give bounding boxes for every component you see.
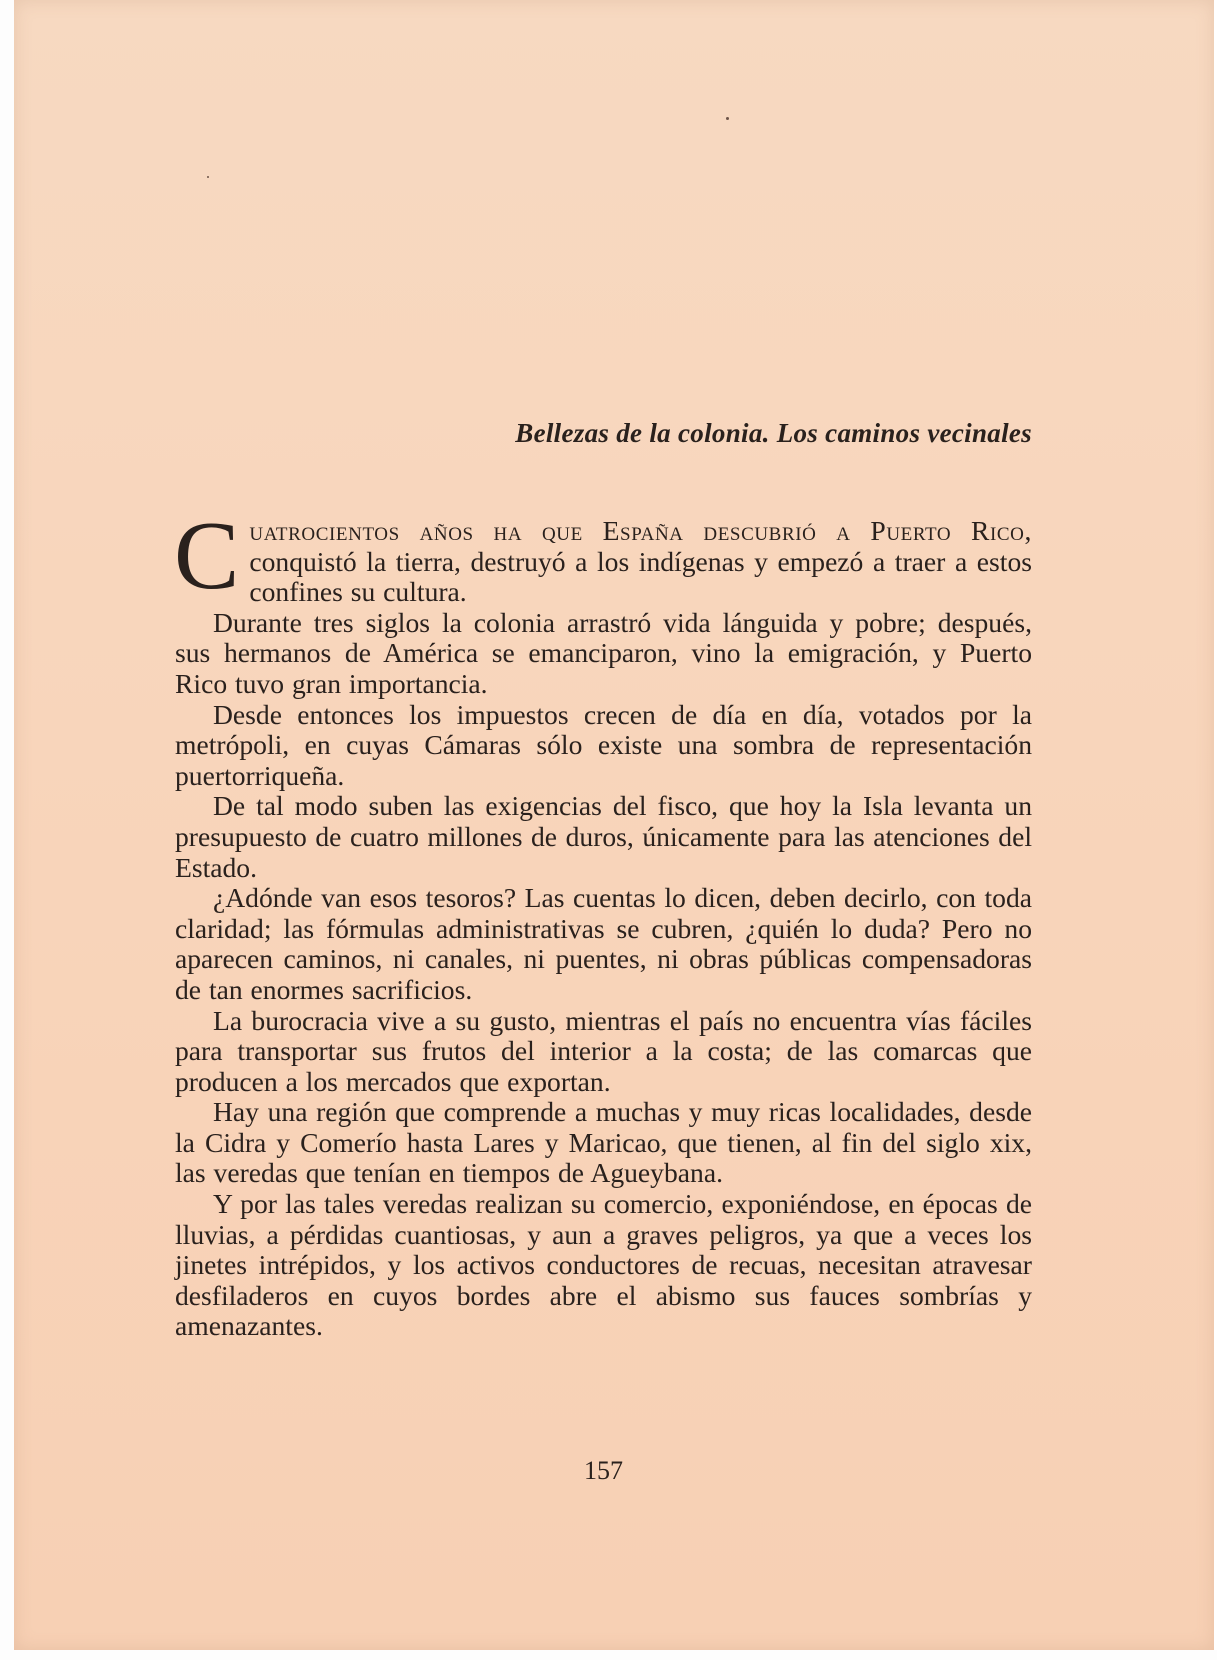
page-number: 157 bbox=[584, 1456, 623, 1485]
paragraph: De tal modo suben las exigencias del fisco, que hoy la Isla levanta un presupuesto de cuatro millones de duros, únicamente para las atenciones del Estado. bbox=[175, 790, 1032, 883]
chapter-title: Bellezas de la colonia. Los caminos vecinales bbox=[515, 418, 1032, 448]
paragraph: La burocracia vive a su gusto, mientras el país no encuentra vías fáciles para transportar sus frutos del interior a la costa; de las comarcas que producen a los mercados que exportan. bbox=[175, 1004, 1032, 1097]
paragraph: Y por las tales veredas realizan su comercio, exponiéndose, en épocas de lluvias, a pérdidas cuantiosas, y aun a graves peligros, ya que a veces los jinetes intrépidos, y los activos conductores de recuas, necesitan atravesar desfiladeros en cuyos bordes abre el abismo sus fauces sombrías y amenazantes. bbox=[175, 1188, 1032, 1342]
opening-small-caps: uatrocientos años ha que España descubrió a Puerto Rico, bbox=[249, 515, 1032, 546]
scan-margin-bottom bbox=[14, 1650, 1217, 1660]
scan-margin-left bbox=[0, 0, 14, 1660]
paper-speck bbox=[726, 117, 729, 120]
paragraph: Durante tres siglos la colonia arrastró vida lánguida y pobre; después, sus hermanos de América se emanciparon, vino la emigración, y Puerto Rico tuvo gran importancia. bbox=[175, 606, 1032, 699]
opening-paragraph bbox=[174, 502, 1032, 610]
opening-text: conquistó la tierra, destruyó a los indígenas y empezó a traer a estos confines su cultura. bbox=[249, 545, 1032, 608]
paragraph: ¿Adónde van esos tesoros? Las cuentas lo dicen, deben decirlo, con toda claridad; las fórmulas administrativas se cubren, ¿quién lo duda? Pero no aparecen caminos, ni canales, ni puentes, ni obras públicas compensadoras de tan enormes sacrificios. bbox=[175, 882, 1032, 1005]
paragraph: Hay una región que comprende a muchas y muy ricas localidades, desde la Cidra y Comerío hasta Lares y Maricao, que tienen, al fin del siglo xix, las veredas que tenían en tiempos de Agueybana. bbox=[175, 1096, 1032, 1189]
paper-speck bbox=[207, 176, 209, 178]
body-text bbox=[174, 502, 1032, 1342]
paragraph: Desde entonces los impuestos crecen de día en día, votados por la metrópoli, en cuyas Cámaras sólo existe una sombra de representación puertorriqueña. bbox=[175, 698, 1032, 791]
drop-cap: C bbox=[174, 502, 240, 610]
